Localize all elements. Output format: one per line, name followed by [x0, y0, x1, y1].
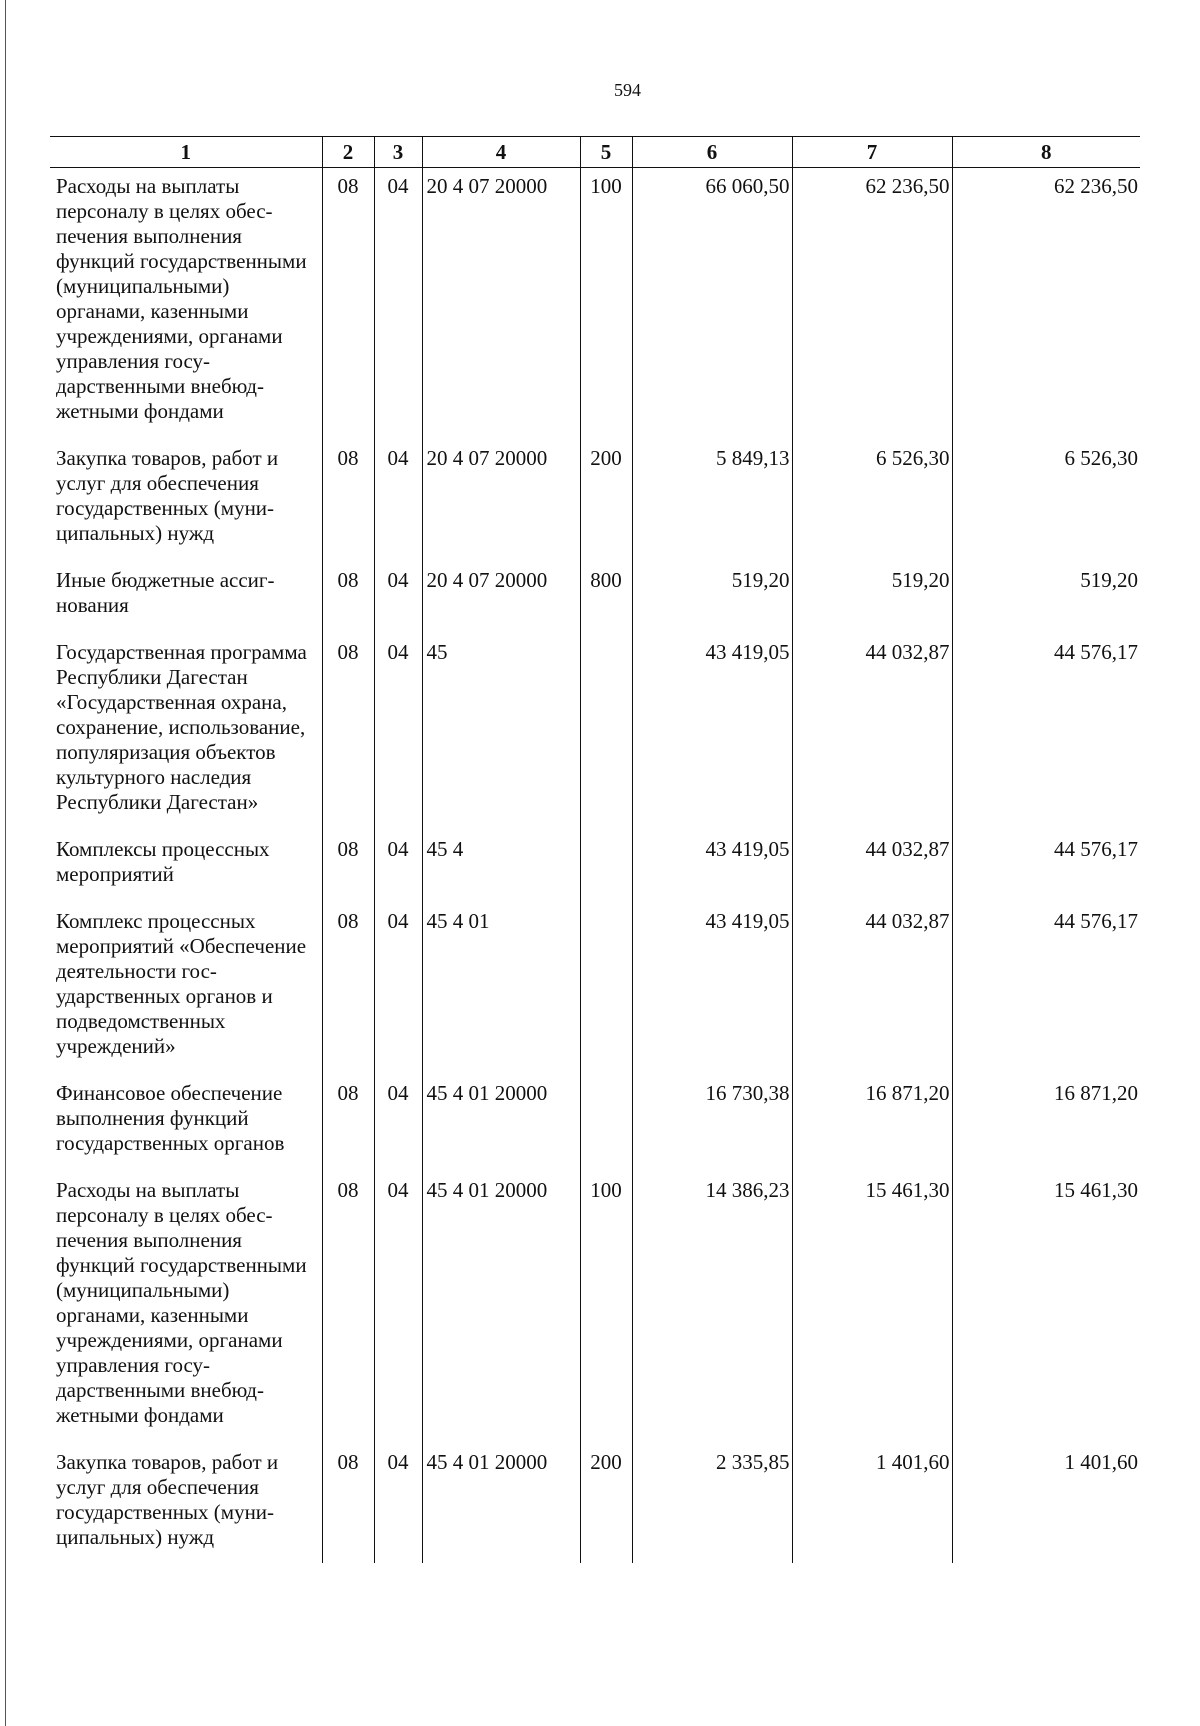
- expense-name-cell: Иные бюджетные ассигнования: [50, 562, 322, 634]
- expense-type-code-cell: [580, 903, 632, 1075]
- amount-col-7-cell: 16 871,20: [792, 1075, 952, 1172]
- amount-col-8-cell: 16 871,20: [952, 1075, 1140, 1172]
- amount-col-6-cell: 43 419,05: [632, 831, 792, 903]
- target-item-code-cell: 45 4: [422, 831, 580, 903]
- amount-col-6-cell: 5 849,13: [632, 440, 792, 562]
- subsection-code-cell: 04: [374, 1075, 422, 1172]
- expense-name-cell: Комплекс процессных мероприятий «Обеспечение деятельности государственных органов и подведомственных учреждений»: [50, 903, 322, 1075]
- amount-col-7-cell: 44 032,87: [792, 831, 952, 903]
- table-header: [50, 137, 1140, 168]
- amount-col-6-cell: 16 730,38: [632, 1075, 792, 1172]
- header-col-4: 4: [422, 137, 580, 168]
- expense-name-cell: Расходы на выплаты персоналу в целях обеспечения выполнения функций государственными (муниципальными) органами, казенными учреждениями, органами управления государственными внебюджетными фондами: [50, 168, 322, 441]
- target-item-code-cell: 20 4 07 20000: [422, 562, 580, 634]
- amount-col-6-cell: 66 060,50: [632, 168, 792, 441]
- section-code-cell: 08: [322, 440, 374, 562]
- amount-col-6-cell: 43 419,05: [632, 634, 792, 831]
- table-row: [50, 1444, 1140, 1563]
- amount-col-8-cell: 15 461,30: [952, 1172, 1140, 1444]
- expense-type-code-cell: [580, 831, 632, 903]
- subsection-code-cell: 04: [374, 440, 422, 562]
- table-row: [50, 903, 1140, 1075]
- amount-col-6-cell: 2 335,85: [632, 1444, 792, 1563]
- subsection-code-cell: 04: [374, 1444, 422, 1563]
- table-body: [50, 168, 1140, 1564]
- amount-col-7-cell: 1 401,60: [792, 1444, 952, 1563]
- expense-name-cell: Расходы на выплаты персоналу в целях обеспечения выполнения функций государственными (муниципальными) органами, казенными учреждениями, органами управления государственными внебюджетными фондами: [50, 1172, 322, 1444]
- table-row: [50, 168, 1140, 441]
- amount-col-7-cell: 44 032,87: [792, 634, 952, 831]
- amount-col-7-cell: 62 236,50: [792, 168, 952, 441]
- amount-col-8-cell: 44 576,17: [952, 634, 1140, 831]
- amount-col-7-cell: 519,20: [792, 562, 952, 634]
- expense-name-cell: Закупка товаров, работ и услуг для обеспечения государственных (муниципальных) нужд: [50, 1444, 322, 1563]
- amount-col-8-cell: 519,20: [952, 562, 1140, 634]
- subsection-code-cell: 04: [374, 634, 422, 831]
- amount-col-6-cell: 43 419,05: [632, 903, 792, 1075]
- section-code-cell: 08: [322, 562, 374, 634]
- header-col-3: 3: [374, 137, 422, 168]
- amount-col-8-cell: 62 236,50: [952, 168, 1140, 441]
- target-item-code-cell: 45: [422, 634, 580, 831]
- header-row: [50, 137, 1140, 168]
- section-code-cell: 08: [322, 903, 374, 1075]
- target-item-code-cell: 45 4 01: [422, 903, 580, 1075]
- expense-type-code-cell: 800: [580, 562, 632, 634]
- table-row: [50, 1075, 1140, 1172]
- table-row: [50, 440, 1140, 562]
- amount-col-7-cell: 6 526,30: [792, 440, 952, 562]
- amount-col-7-cell: 44 032,87: [792, 903, 952, 1075]
- amount-col-8-cell: 6 526,30: [952, 440, 1140, 562]
- section-code-cell: 08: [322, 1444, 374, 1563]
- table-row: [50, 634, 1140, 831]
- header-col-6: 6: [632, 137, 792, 168]
- budget-table: [50, 136, 1140, 1563]
- subsection-code-cell: 04: [374, 562, 422, 634]
- expense-type-code-cell: [580, 1075, 632, 1172]
- amount-col-6-cell: 519,20: [632, 562, 792, 634]
- section-code-cell: 08: [322, 634, 374, 831]
- header-col-2: 2: [322, 137, 374, 168]
- table-row: [50, 562, 1140, 634]
- section-code-cell: 08: [322, 831, 374, 903]
- subsection-code-cell: 04: [374, 831, 422, 903]
- section-code-cell: 08: [322, 1075, 374, 1172]
- subsection-code-cell: 04: [374, 168, 422, 441]
- amount-col-8-cell: 1 401,60: [952, 1444, 1140, 1563]
- target-item-code-cell: 20 4 07 20000: [422, 168, 580, 441]
- target-item-code-cell: 20 4 07 20000: [422, 440, 580, 562]
- subsection-code-cell: 04: [374, 1172, 422, 1444]
- expense-name-cell: Комплексы процессных мероприятий: [50, 831, 322, 903]
- table-row: [50, 831, 1140, 903]
- section-code-cell: 08: [322, 1172, 374, 1444]
- header-col-1: 1: [50, 137, 322, 168]
- target-item-code-cell: 45 4 01 20000: [422, 1172, 580, 1444]
- expense-type-code-cell: [580, 634, 632, 831]
- section-code-cell: 08: [322, 168, 374, 441]
- expense-name-cell: Закупка товаров, работ и услуг для обеспечения государственных (муниципальных) нужд: [50, 440, 322, 562]
- expense-name-cell: Финансовое обеспечение выполнения функций государственных органов: [50, 1075, 322, 1172]
- target-item-code-cell: 45 4 01 20000: [422, 1444, 580, 1563]
- amount-col-6-cell: 14 386,23: [632, 1172, 792, 1444]
- header-col-8: 8: [952, 137, 1140, 168]
- header-col-5: 5: [580, 137, 632, 168]
- subsection-code-cell: 04: [374, 903, 422, 1075]
- header-col-7: 7: [792, 137, 952, 168]
- amount-col-8-cell: 44 576,17: [952, 831, 1140, 903]
- table-row: [50, 1172, 1140, 1444]
- scan-edge-line: [5, 0, 6, 1726]
- expense-type-code-cell: 200: [580, 1444, 632, 1563]
- expense-type-code-cell: 200: [580, 440, 632, 562]
- amount-col-7-cell: 15 461,30: [792, 1172, 952, 1444]
- expense-name-cell: Государственная программа Республики Дагестан «Государственная охрана, сохранение, использование, популяризация объектов культурного наследия Республики Дагестан»: [50, 634, 322, 831]
- amount-col-8-cell: 44 576,17: [952, 903, 1140, 1075]
- expense-type-code-cell: 100: [580, 1172, 632, 1444]
- target-item-code-cell: 45 4 01 20000: [422, 1075, 580, 1172]
- expense-type-code-cell: 100: [580, 168, 632, 441]
- page-number: 594: [614, 80, 641, 100]
